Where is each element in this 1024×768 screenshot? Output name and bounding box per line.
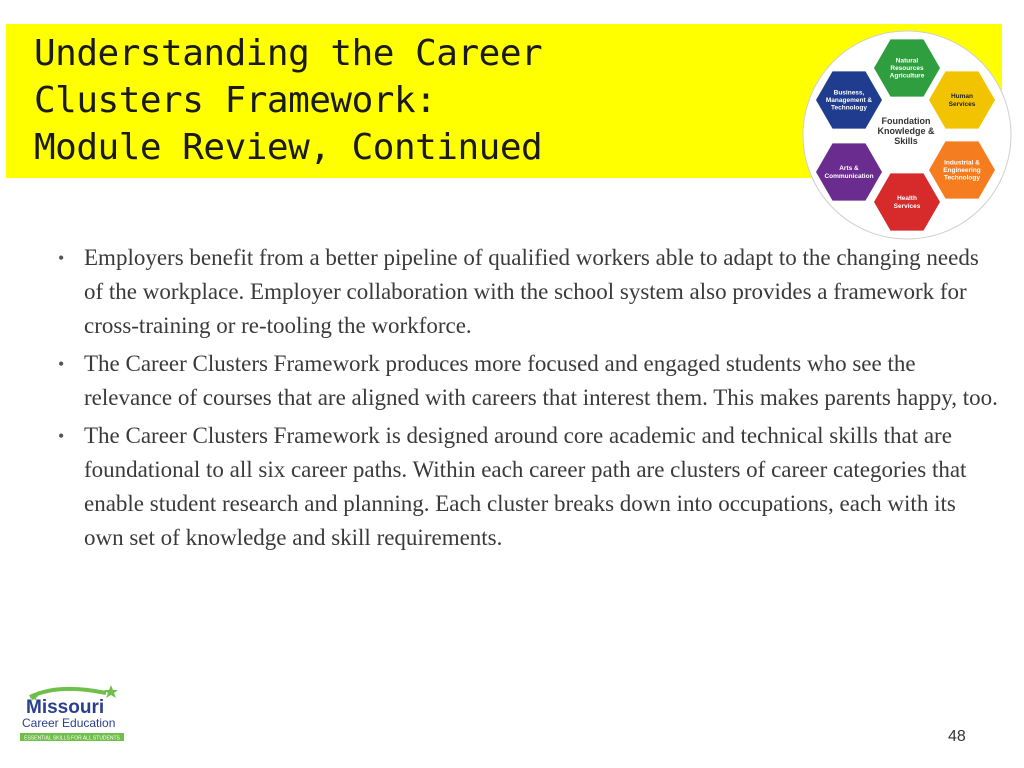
- bullet-text: The Career Clusters Framework is designed around core academic and technical skills that are foundational to all six career paths. Within each career path are clusters of career categories that enable student research and planning. Each cluster breaks down into occupations, each with its own set of knowledge and skill requirements.: [84, 423, 967, 550]
- bullet-text: The Career Clusters Framework produces more focused and engaged students who see the relevance of courses that are aligned with careers that interest them. This makes parents happy, too.: [84, 351, 998, 410]
- title-line-3: Module Review, Continued: [34, 127, 543, 168]
- slide-title: [34, 30, 542, 171]
- cluster-label: Arts & Communication: [824, 165, 874, 180]
- cluster-label: Industrial & Engineering Technology: [943, 159, 981, 182]
- logo-wordmark: Missouri: [26, 697, 105, 718]
- logo-swoosh: [30, 689, 106, 697]
- bullet-text: Employers benefit from a better pipeline of qualified workers able to adapt to the changing needs of the workplace. Employer collaboration with the school system also provides a framework for cross-training or re-tooling the workforce.: [84, 245, 979, 338]
- bullet-dot: •: [58, 354, 65, 374]
- title-line-2: Clusters Framework:: [34, 80, 437, 121]
- bullet-list: [58, 241, 998, 559]
- diagram-center-line: Skills: [894, 136, 918, 146]
- cluster-label: Business, Management & Technology: [825, 89, 873, 112]
- career-clusters-diagram: [802, 30, 1012, 240]
- bullet-dot: •: [58, 248, 65, 268]
- bullet-dot: •: [58, 426, 65, 446]
- diagram-center-line: Knowledge &: [877, 126, 935, 136]
- page-number: 48: [948, 728, 966, 745]
- logo-tagline: ESSENTIAL SKILLS FOR ALL STUDENTS: [24, 735, 120, 742]
- cluster-label: Human Services: [948, 93, 976, 108]
- cluster-label: Health Services: [893, 195, 921, 210]
- diagram-center-line: Foundation: [881, 116, 931, 126]
- bullet-item: [58, 347, 998, 415]
- missouri-career-education-logo: [18, 683, 128, 743]
- bullet-item: [58, 241, 998, 343]
- bullet-item: [58, 419, 998, 555]
- logo-subtitle: Career Education: [22, 716, 116, 730]
- cluster-label: Natural Resources Agriculture: [889, 57, 925, 80]
- title-line-1: Understanding the Career: [34, 33, 543, 74]
- logo-star-icon: [104, 685, 118, 698]
